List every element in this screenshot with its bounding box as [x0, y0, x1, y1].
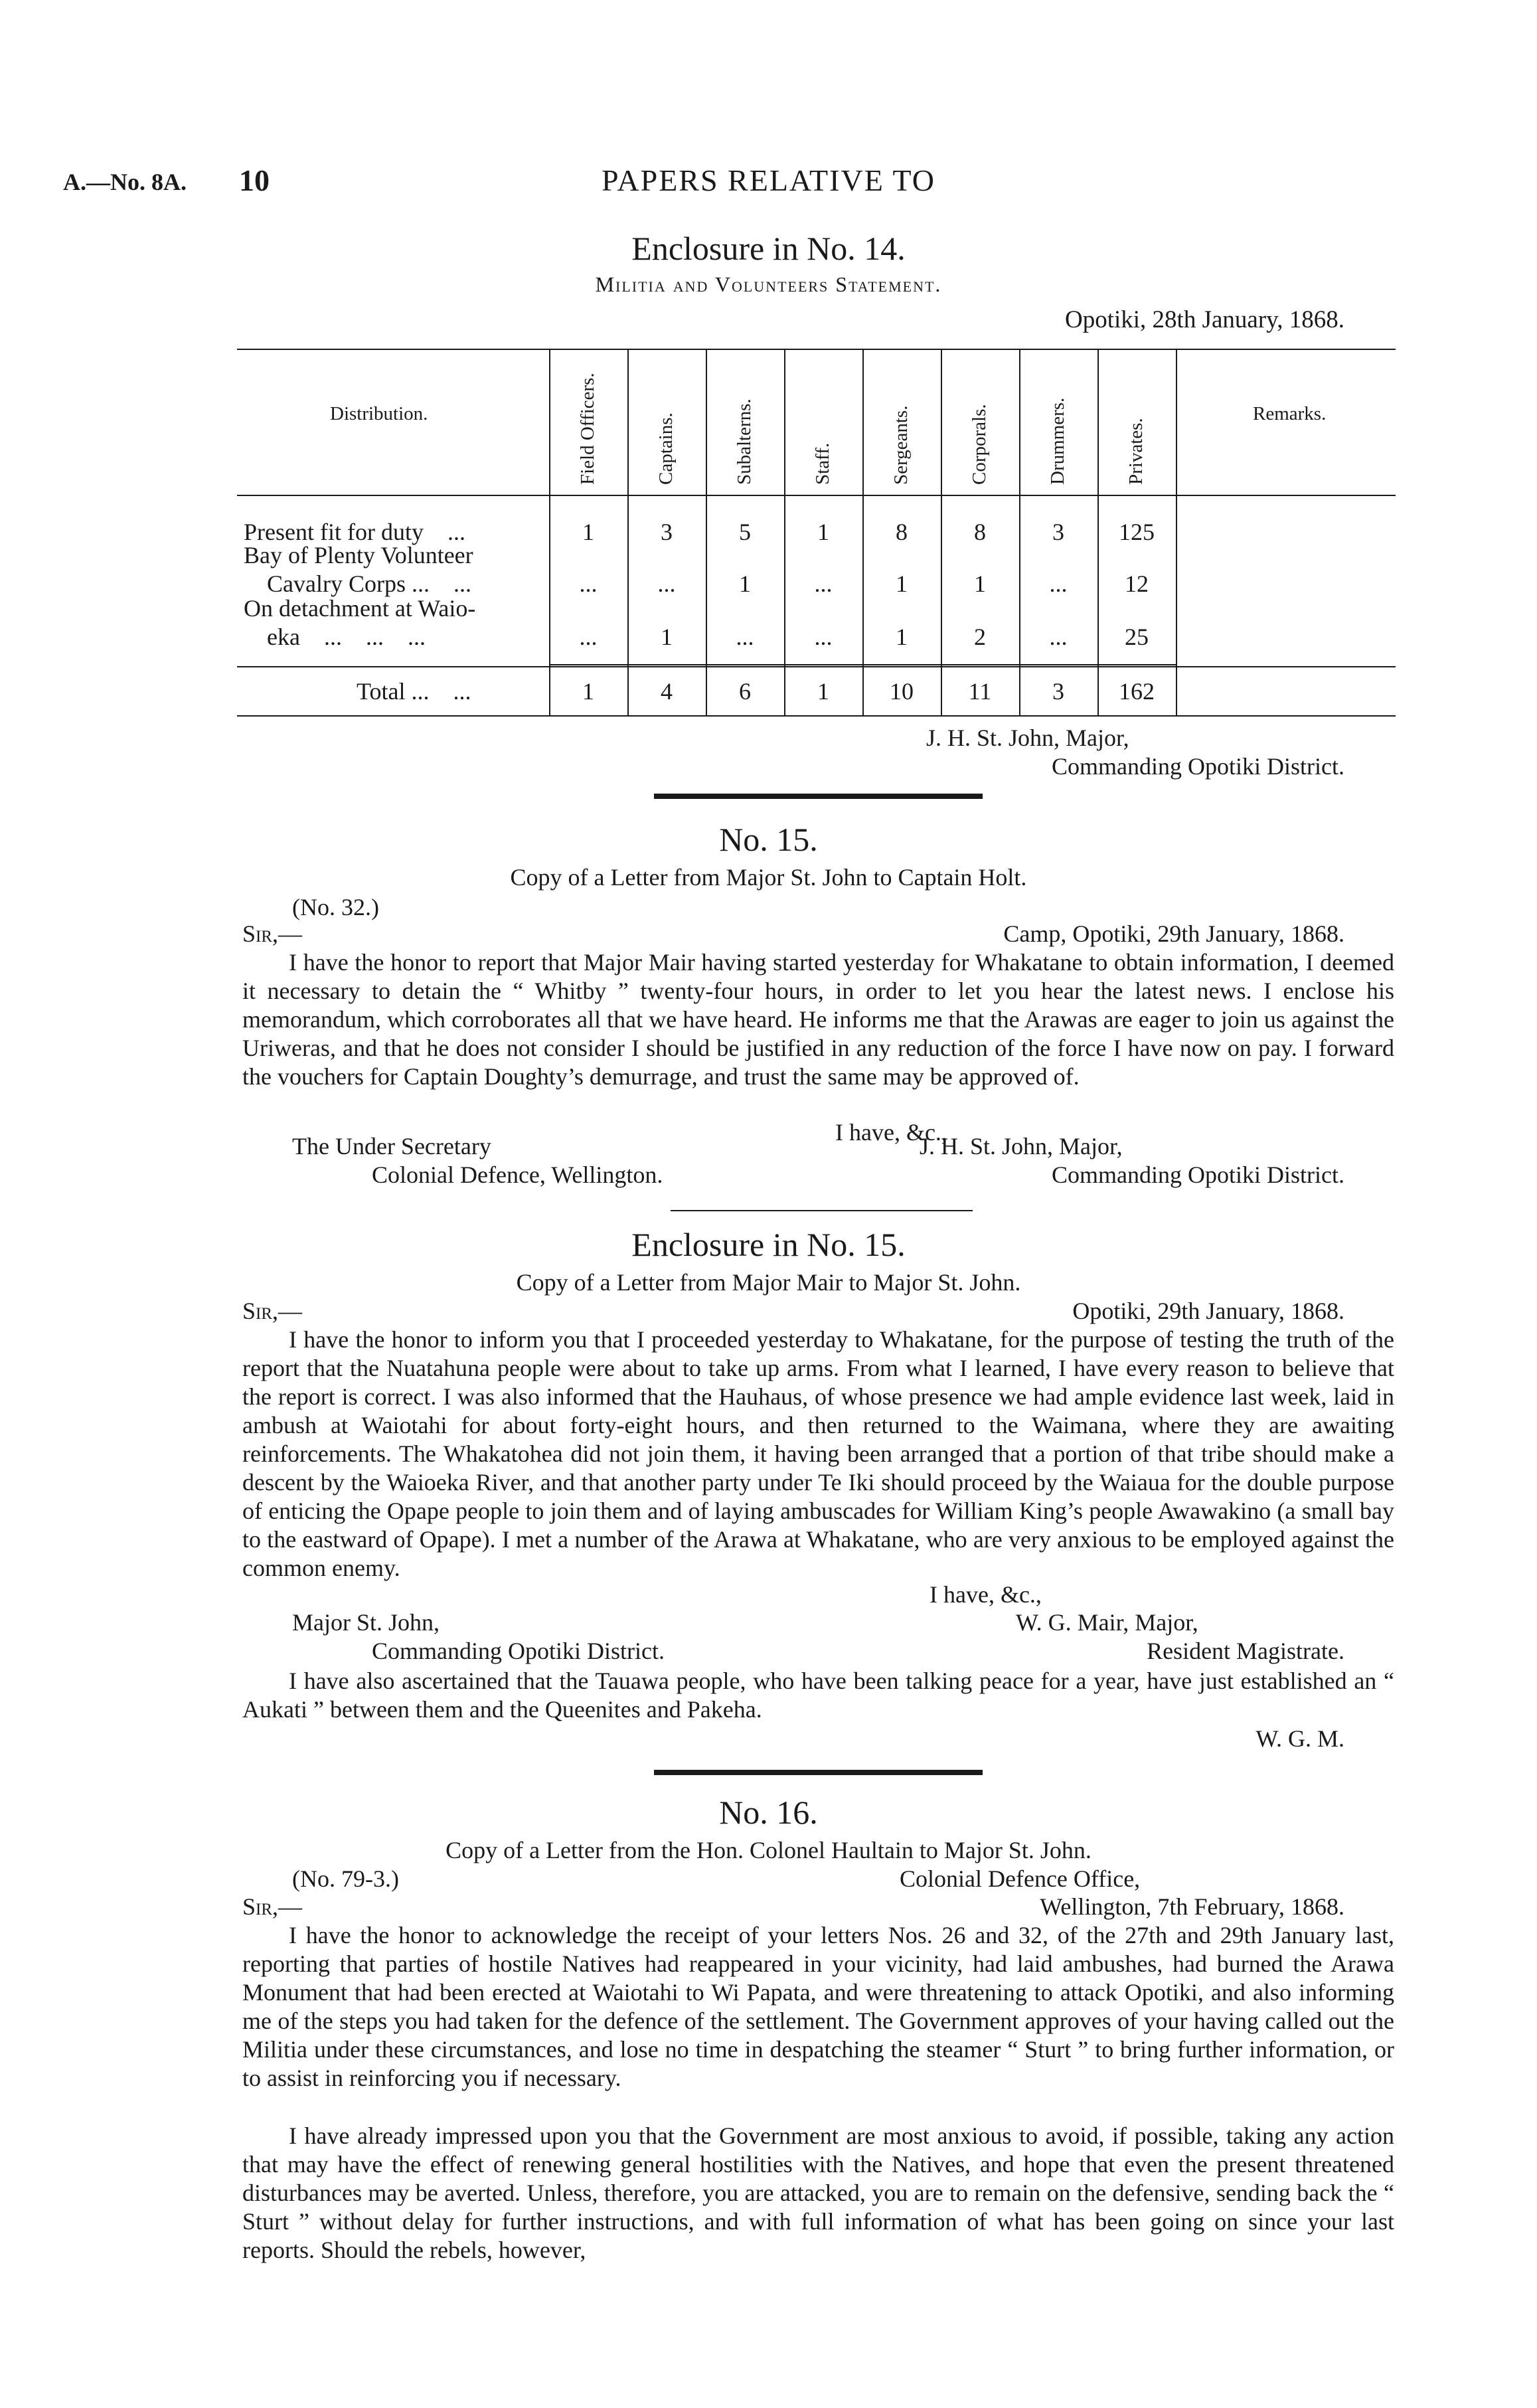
table-cell: 25	[1125, 624, 1149, 650]
no16-place-date: Wellington, 7th February, 1868.	[1040, 1893, 1344, 1920]
table-cell: ...	[814, 570, 833, 597]
no16-salutation: Sir,—	[242, 1893, 303, 1920]
table-cell: ...	[579, 624, 598, 650]
total-cell: 11	[968, 678, 992, 705]
enclosure15-addressee-1: Major St. John,	[292, 1609, 440, 1636]
no16-body-2	[242, 2122, 1394, 2265]
total-cell: 10	[890, 678, 914, 705]
enclosure15-salutation: Sir,—	[242, 1298, 303, 1324]
no15-ref: (No. 32.)	[292, 894, 379, 920]
enclosure15-closing: I have, &c.,	[930, 1581, 1042, 1608]
column-header-sergeants: Sergeants.	[890, 405, 912, 485]
table-cell: 1	[896, 570, 908, 597]
no16-ref: (No. 79-3.)	[292, 1865, 399, 1892]
column-header-subalterns: Subalterns.	[734, 398, 755, 485]
table-cell: 3	[661, 519, 673, 545]
total-label: Total ... ...	[357, 678, 471, 705]
enclosure15-place-date: Opotiki, 29th January, 1868.	[1072, 1298, 1344, 1324]
table-cell: 8	[896, 519, 908, 545]
table-cell: 1	[896, 624, 908, 650]
enclosure14-signature-name: J. H. St. John, Major,	[926, 725, 1129, 751]
enclosure15-body	[242, 1326, 1394, 1583]
page-number: 10	[239, 163, 270, 197]
column-header-corporals: Corporals.	[969, 404, 990, 485]
enclosure14-heading: Enclosure in No. 14.	[631, 230, 906, 267]
table-cell: 125	[1119, 519, 1155, 545]
table-cell: 2	[974, 624, 986, 650]
enclosure15-body-text: I have the honor to inform you that I proceeded yesterday to Whakatane, for the purpose of testing the truth of the report that the Nuatahuna people were about to take up arms. From what I learned, I have every reason to believe that the report is correct. I was also informed that the Hauhaus, of whose presence we had ample evidence last week, laid in ambush at Waiotahi for about forty-eight hours, and then returned to the Waimana, where they are awaiting reinforcements. The Whakatohea did not join them, it having been arranged that a portion of that tribe should make a descent by the Waioeka River, and that another party under Te Iki should proceed by the Waiaua for the double purpose of enticing the Opape people to join them and of laying ambuscades for William King’s people Awawakino (a small bay to the eastward of Opape). I met a number of the Arawa at Whakatane, who are very anxious to be employed against the common enemy.	[242, 1326, 1394, 1581]
no15-signature-name: J. H. St. John, Major,	[920, 1133, 1123, 1160]
no15-signature-title: Commanding Opotiki District.	[1052, 1161, 1344, 1188]
no15-closing: I have, &c.,	[835, 1119, 947, 1146]
enclosure15-postscript	[242, 1667, 1394, 1724]
total-cell: 1	[582, 678, 594, 705]
table-cell: 1	[661, 624, 673, 650]
no15-subheading-text: Copy of a Letter from Major St. John to Captain Holt.	[510, 864, 1027, 891]
column-header-staff: Staff.	[812, 442, 833, 485]
section-divider	[671, 1210, 973, 1211]
enclosure15-heading: Enclosure in No. 15.	[631, 1226, 906, 1263]
enclosure14-subheading: Militia and Volunteers Statement.	[595, 272, 942, 296]
distribution-header: Distribution.	[330, 403, 428, 424]
enclosure15-subheading: Copy of a Letter from Major Mair to Major St. John.	[516, 1269, 1021, 1296]
running-title: PAPERS RELATIVE TO	[602, 163, 935, 197]
no16-heading: No. 16.	[719, 1794, 818, 1831]
no16-subheading: Copy of a Letter from the Hon. Colonel Haultain to Major St. John.	[445, 1837, 1092, 1863]
total-cell: 162	[1119, 678, 1155, 705]
enclosure15-postscript-text: I have also ascertained that the Tauawa people, who have been talking peace for a year, have just established an “ Aukati ” between them and the Queenites and Pakeha.	[242, 1668, 1394, 1723]
no15-body	[242, 948, 1394, 1091]
row-label: Present fit for duty ...	[244, 519, 465, 545]
total-cell: 3	[1052, 678, 1064, 705]
table-cell: ...	[736, 624, 754, 650]
enclosure15-signature-title: Resident Magistrate.	[1147, 1638, 1344, 1664]
table-cell: ...	[1049, 624, 1068, 650]
enclosure14-signature-title: Commanding Opotiki District.	[1052, 753, 1344, 780]
table-cell: ...	[579, 570, 598, 597]
row-label: eka ... ... ...	[267, 624, 426, 650]
section-divider	[654, 1770, 983, 1775]
no15-addressee-2: Colonial Defence, Wellington.	[372, 1161, 663, 1188]
enclosure14-place-date: Opotiki, 28th January, 1868.	[1064, 306, 1344, 333]
table-cell: ...	[1049, 570, 1068, 597]
enclosure15-initials: W. G. M.	[1255, 1725, 1344, 1752]
no15-salutation: Sir,—	[242, 920, 303, 947]
row-label: Cavalry Corps ... ...	[267, 570, 471, 597]
section-divider	[654, 794, 983, 799]
total-cell: 6	[739, 678, 751, 705]
remarks-header: Remarks.	[1253, 403, 1327, 424]
column-header-captains: Captains.	[655, 412, 677, 485]
table-cell: 12	[1125, 570, 1149, 597]
no16-office: Colonial Defence Office,	[900, 1865, 1141, 1892]
table-cell: 3	[1052, 519, 1064, 545]
document-reference: A.—No. 8A.	[63, 169, 187, 195]
column-header-privates: Privates.	[1125, 418, 1147, 485]
total-cell: 1	[817, 678, 829, 705]
table-cell: ...	[657, 570, 676, 597]
no15-place-date: Camp, Opotiki, 29th January, 1868.	[1003, 920, 1344, 947]
column-header-drummers: Drummers.	[1047, 397, 1068, 485]
no15-addressee-1: The Under Secretary	[292, 1133, 491, 1160]
row-label: Bay of Plenty Volunteer	[244, 542, 473, 568]
row-label: On detachment at Waio-	[244, 595, 476, 622]
no15-subheading	[0, 863, 1537, 891]
table-cell: ...	[814, 624, 833, 650]
column-header-field-officers: Field Officers.	[577, 373, 598, 485]
table-cell: 1	[974, 570, 986, 597]
total-cell: 4	[661, 678, 673, 705]
table-cell: 1	[582, 519, 594, 545]
table-cell: 1	[739, 570, 751, 597]
enclosure15-addressee-2: Commanding Opotiki District.	[372, 1638, 665, 1664]
table-cell: 8	[974, 519, 986, 545]
enclosure15-signature-name: W. G. Mair, Major,	[1016, 1609, 1198, 1636]
no16-body-1	[242, 1921, 1394, 2093]
no15-heading: No. 15.	[719, 821, 818, 858]
no15-body-text: I have the honor to report that Major Mair having started yesterday for Whakatane to obtain information, I deemed it necessary to detain the “ Whitby ” twenty-four hours, in order to let you hear the latest news. I enclose his memorandum, which corroborates all that we have heard. He informs me that the Arawas are eager to join us against the Uriweras, and that he does not consider I should be justified in any reduction of the force I have now on pay. I forward the vouchers for Captain Doughty’s demurrage, and trust the same may be approved of.	[242, 949, 1394, 1090]
no16-body-1-text: I have the honor to acknowledge the receipt of your letters Nos. 26 and 32, of the 27th and 29th January last, reporting that parties of hostile Natives had reappeared in your vicinity, had laid ambushes, had burned the Arawa Monument that had been erected at Waiotahi to Wi Papata, and were threatening to attack Opotiki, and also informing me of the steps you had taken for the defence of the settlement. The Government approves of your having called out the Militia under these circumstances, and lose no time in despatching the steamer “ Sturt ” to bring further information, or to assist in reinforcing you if necessary.	[242, 1922, 1394, 2091]
table-cell: 1	[817, 519, 829, 545]
no16-body-2-text: I have already impressed upon you that the Government are most anxious to avoid, if possible, taking any action that may have the effect of renewing general hostilities with the Natives, and hope that even the present threatened disturbances may be averted. Unless, therefore, you are attacked, you are to remain on the defensive, sending back the “ Sturt ” without delay for further instructions, and with full information of what has been going on since your last reports. Should the rebels, however,	[242, 2122, 1394, 2263]
table-cell: 5	[739, 519, 751, 545]
